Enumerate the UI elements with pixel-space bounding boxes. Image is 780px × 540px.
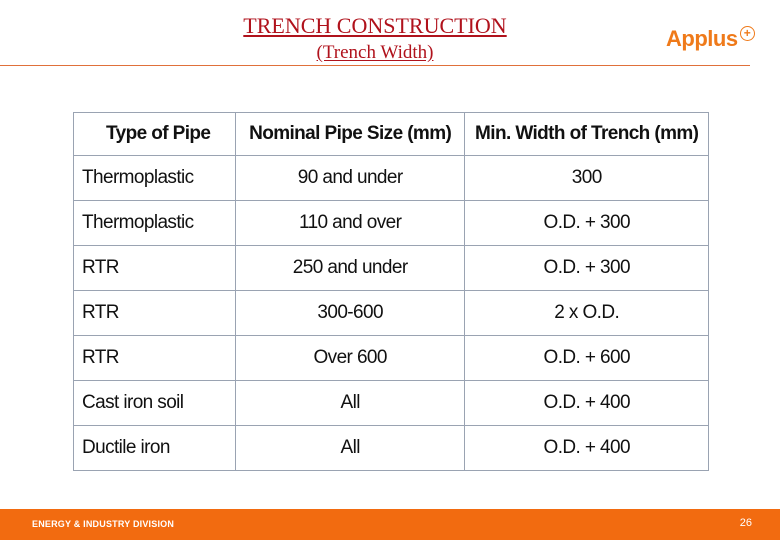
cell-min-width: O.D. + 300 bbox=[465, 246, 709, 291]
footer-bar bbox=[0, 509, 780, 540]
page-number: 26 bbox=[739, 517, 752, 529]
cell-pipe-type: RTR bbox=[74, 336, 236, 381]
table-row bbox=[74, 201, 709, 246]
cell-pipe-type: Thermoplastic bbox=[74, 201, 236, 246]
logo-plus-icon: + bbox=[740, 26, 755, 41]
logo-text: Applus bbox=[666, 26, 738, 51]
page-subtitle: (Trench Width) bbox=[316, 42, 434, 63]
cell-nominal-size: 90 and under bbox=[235, 156, 465, 201]
cell-nominal-size: 110 and over bbox=[235, 201, 465, 246]
table-header-row bbox=[74, 113, 709, 156]
header-divider bbox=[0, 65, 750, 66]
cell-min-width: O.D. + 300 bbox=[465, 201, 709, 246]
table-row bbox=[74, 246, 709, 291]
cell-min-width: O.D. + 400 bbox=[465, 381, 709, 426]
cell-nominal-size: 250 and under bbox=[235, 246, 465, 291]
cell-pipe-type: RTR bbox=[74, 291, 236, 336]
applus-logo bbox=[666, 24, 755, 54]
table-row bbox=[74, 381, 709, 426]
table-row bbox=[74, 426, 709, 471]
cell-nominal-size: Over 600 bbox=[235, 336, 465, 381]
cell-min-width: 300 bbox=[465, 156, 709, 201]
cell-pipe-type: Thermoplastic bbox=[74, 156, 236, 201]
cell-min-width: O.D. + 600 bbox=[465, 336, 709, 381]
cell-pipe-type: Cast iron soil bbox=[74, 381, 236, 426]
page-title: TRENCH CONSTRUCTION bbox=[243, 13, 507, 38]
cell-nominal-size: 300-600 bbox=[235, 291, 465, 336]
table-row bbox=[74, 291, 709, 336]
table-row bbox=[74, 156, 709, 201]
table-row bbox=[74, 336, 709, 381]
cell-pipe-type: Ductile iron bbox=[74, 426, 236, 471]
cell-min-width: 2 x O.D. bbox=[465, 291, 709, 336]
division-label: ENERGY & INDUSTRY DIVISION bbox=[32, 519, 175, 529]
column-header-min-width: Min. Width of Trench (mm) bbox=[465, 113, 709, 156]
column-header-nominal-size: Nominal Pipe Size (mm) bbox=[235, 113, 465, 156]
cell-min-width: O.D. + 400 bbox=[465, 426, 709, 471]
cell-pipe-type: RTR bbox=[74, 246, 236, 291]
cell-nominal-size: All bbox=[235, 381, 465, 426]
column-header-pipe-type: Type of Pipe bbox=[74, 113, 236, 156]
cell-nominal-size: All bbox=[235, 426, 465, 471]
trench-width-table-container bbox=[73, 112, 709, 466]
trench-width-table bbox=[73, 112, 709, 471]
